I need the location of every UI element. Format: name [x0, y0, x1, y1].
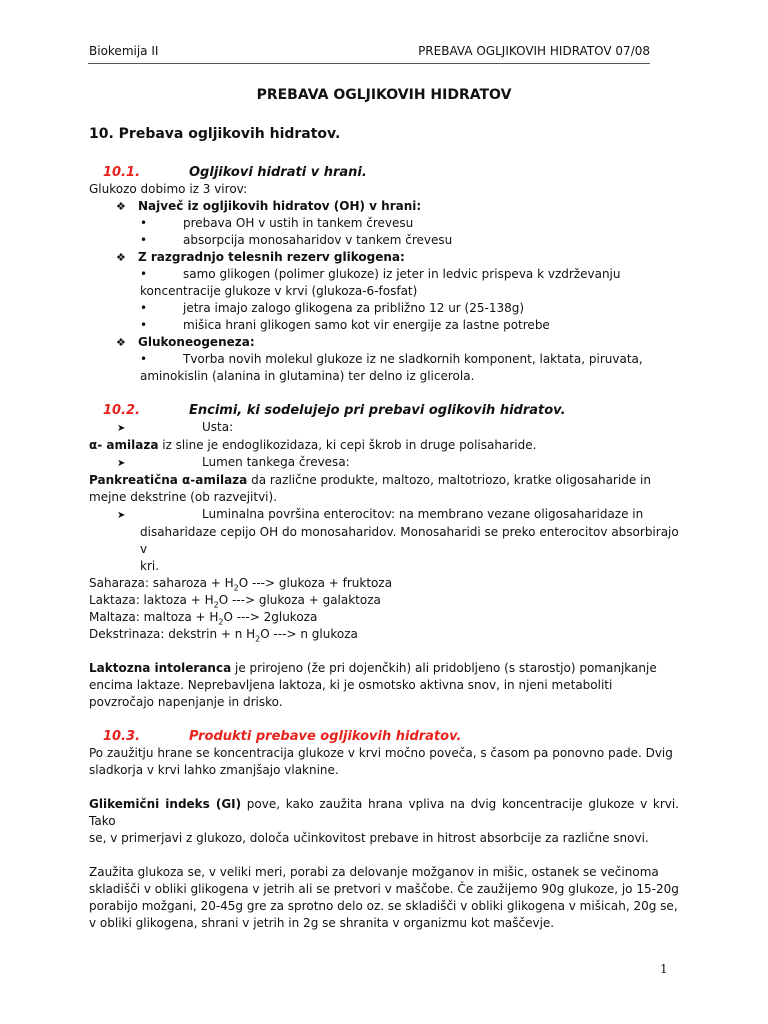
document-body [89, 164, 679, 932]
bullet-icon: • [140, 233, 148, 247]
subscript: 2 [218, 617, 224, 627]
list-item [140, 232, 679, 249]
subsection-number: 10.3. [103, 729, 141, 744]
term-bold: α- amilaza [89, 438, 159, 452]
bullet-icon: • [140, 318, 148, 332]
reaction-text: O ---> glukoza + galaktoza [218, 593, 381, 607]
term-bold: Glikemični indeks (GI) [89, 797, 242, 811]
list-heading: Največ iz ogljikovih hidratov (OH) v hrani: [138, 199, 422, 213]
subsection-number: 10.2. [103, 403, 141, 418]
list-item [117, 419, 679, 437]
arrow-bullet-icon: ➤ [117, 423, 126, 434]
list-item [140, 317, 679, 334]
list-text-continued: koncentracije glukoze v krvi (glukoza-6-fosfat) [140, 284, 418, 298]
page-number: 1 [660, 962, 668, 976]
reaction-text: Dekstrinaza: dekstrin + n H [89, 627, 256, 641]
subsection-title: Produkti prebave ogljikovih hidratov. [189, 729, 462, 744]
diamond-bullet-icon: ❖ [116, 251, 126, 264]
reaction-text: Saharaza: saharoza + H [89, 576, 234, 590]
paragraph [89, 472, 679, 489]
bullet-icon: • [140, 301, 148, 315]
list-item [140, 351, 679, 368]
list-text: prebava OH v ustih in tankem črevesu [183, 216, 414, 230]
list-text-continued: aminokislin (alanina in glutamina) ter delno iz glicerola. [140, 369, 475, 383]
bullet-icon: • [140, 267, 148, 281]
subsection-10-3 [89, 728, 679, 745]
list-text: Tvorba novih molekul glukoze iz ne sladkornih komponent, laktata, piruvata, [183, 352, 643, 366]
paragraph [89, 660, 679, 677]
arrow-bullet-icon: ➤ [117, 510, 126, 521]
bullet-icon: • [140, 352, 148, 366]
reaction-line [89, 575, 679, 592]
paragraph-text: da različne produkte, maltozo, maltotriozo, kratke oligosaharide in [247, 473, 651, 487]
list-text: mišica hrani glikogen samo kot vir energije za lastne potrebe [183, 318, 550, 332]
list-text: absorpcija monosaharidov v tankem črevesu [183, 233, 453, 247]
reaction-line [89, 592, 679, 609]
reaction-text: O ---> n glukoza [260, 627, 358, 641]
list-item [117, 506, 679, 524]
list-item [140, 300, 679, 317]
subscript: 2 [255, 634, 261, 644]
list-item [116, 249, 679, 266]
paragraph: Glukozo dobimo iz 3 virov: [89, 182, 248, 196]
reaction-line [89, 609, 679, 626]
paragraph-text: pove, kako zaužita hrana vpliva na dvig koncentracije glukoze v krvi. Tako [89, 797, 679, 828]
subscript: 2 [233, 583, 239, 593]
subsection-title: Ogljikovi hidrati v hrani. [189, 165, 367, 180]
reaction-text: Maltaza: maltoza + H [89, 610, 219, 624]
reaction-text: Laktaza: laktoza + H [89, 593, 214, 607]
paragraph-continued: encima laktaze. Neprebavljena laktoza, ki je osmotsko aktivna snov, in njeni metaboliti [89, 678, 613, 692]
paragraph: Zaužita glukoza se, v veliki meri, porabi za delovanje možganov in mišic, ostanek se večinoma [89, 865, 659, 879]
list-heading: Z razgradnjo telesnih rezerv glikogena: [138, 250, 405, 264]
paragraph-continued: povzročajo napenjanje in drisko. [89, 695, 283, 709]
list-text: Usta: [202, 420, 234, 434]
list-item [116, 198, 679, 215]
paragraph-text: je prirojeno (že pri dojenčkih) ali pridobljeno (s starostjo) pomanjkanje [231, 661, 657, 675]
diamond-bullet-icon: ❖ [116, 336, 126, 349]
arrow-bullet-icon: ➤ [117, 458, 126, 469]
section-title: 10. Prebava ogljikovih hidratov. [89, 126, 341, 142]
list-item [140, 266, 679, 283]
list-text-continued: kri. [140, 559, 160, 573]
subsection-10-1 [89, 164, 679, 181]
paragraph-continued: se, v primerjavi z glukozo, določa učinkovitost prebave in hitrost absorbcije za različne snovi. [89, 831, 649, 845]
list-text: samo glikogen (polimer glukoze) iz jeter in ledvic prispeva k vzdrževanju [183, 267, 621, 281]
paragraph-continued: skladišči v obliki glikogena v jetrih ali se pretvori v maščobe. Če zaužijemo 90g glukoze, jo 15-20g [89, 882, 679, 896]
list-item [117, 454, 679, 472]
paragraph-continued: sladkorja v krvi lahko zmanjšajo vlaknine. [89, 763, 339, 777]
reaction-text: O ---> 2glukoza [223, 610, 318, 624]
reaction-text: O ---> glukoza + fruktoza [238, 576, 393, 590]
reaction-line [89, 626, 679, 643]
bullet-icon: • [140, 216, 148, 230]
list-text-continued: disaharidaze cepijo OH do monosaharidov. Monosaharidi se preko enterocitov absorbirajo v [140, 525, 679, 556]
header-right: PREBAVA OGLJIKOVIH HIDRATOV 07/08 [418, 44, 650, 58]
header-rule [88, 63, 650, 64]
paragraph-continued: v obliki glikogena, shrani v jetrih in 2g se shranita v organizmu kot maščevje. [89, 916, 555, 930]
diamond-bullet-icon: ❖ [116, 200, 126, 213]
list-text: Lumen tankega črevesa: [202, 455, 350, 469]
term-bold: Laktozna intoleranca [89, 661, 232, 675]
subsection-number: 10.1. [103, 165, 141, 180]
paragraph-text: iz sline je endoglikozidaza, ki cepi škrob in druge polisaharide. [158, 438, 537, 452]
list-text: Luminalna površina enterocitov: na membrano vezane oligosaharidaze in [202, 507, 644, 521]
subscript: 2 [213, 600, 219, 610]
paragraph [89, 796, 679, 830]
paragraph: Po zaužitju hrane se koncentracija glukoze v krvi močno poveča, s časom pa ponovno pade. Dvig [89, 746, 673, 760]
list-item [140, 215, 679, 232]
paragraph [89, 437, 679, 454]
subsection-title: Encimi, ki sodelujejo pri prebavi oglikovih hidratov. [189, 403, 566, 418]
list-item [116, 334, 679, 351]
header-left: Biokemija II [89, 44, 159, 58]
list-text: jetra imajo zalogo glikogena za približno 12 ur (25-138g) [183, 301, 525, 315]
document-title: PREBAVA OGLJIKOVIH HIDRATOV [256, 87, 512, 103]
subsection-10-2 [89, 402, 679, 419]
paragraph-continued: porabijo možgani, 20-45g gre za sprotno delo oz. se skladišči v obliki glikogena v mišicah, 20g se, [89, 899, 678, 913]
list-heading: Glukoneogeneza: [138, 335, 255, 349]
paragraph-continued: mejne dekstrine (ob razvejitvi). [89, 490, 278, 504]
term-bold: Pankreatična α-amilaza [89, 473, 248, 487]
